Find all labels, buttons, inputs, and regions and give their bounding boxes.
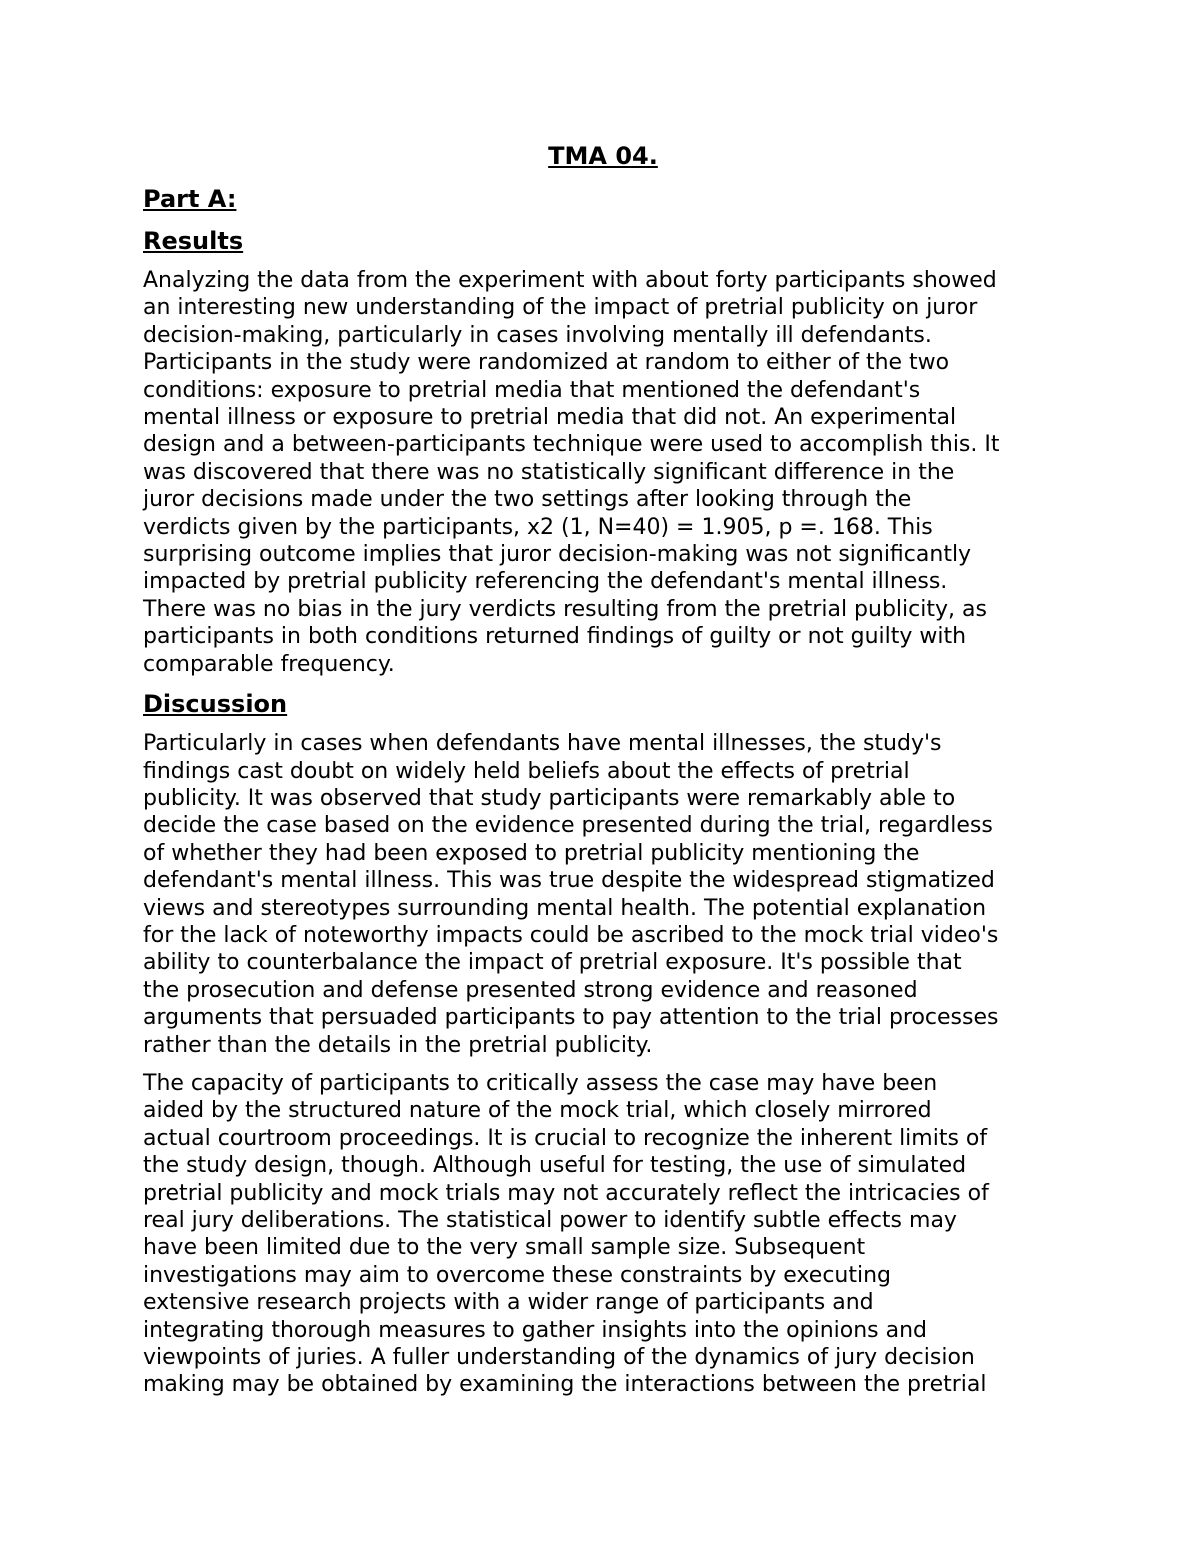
results-paragraph: [143, 267, 1063, 678]
text-line: ability to counterbalance the impact of pretrial exposure. It's possible that: [143, 950, 962, 976]
text-line: design and a between-participants technique were used to accomplish this. It: [143, 432, 1000, 458]
text-line: findings cast doubt on widely held beliefs about the effects of pretrial: [143, 758, 910, 784]
text-line: was discovered that there was no statistically significant difference in the: [143, 459, 955, 485]
text-line: Participants in the study were randomized at random to either of the two: [143, 350, 950, 376]
text-line: actual courtroom proceedings. It is crucial to recognize the inherent limits of: [143, 1125, 988, 1151]
text-line: There was no bias in the jury verdicts resulting from the pretrial publicity, as: [143, 596, 987, 622]
text-line: impacted by pretrial publicity referencing the defendant's mental illness.: [143, 569, 948, 595]
text-line: have been limited due to the very small sample size. Subsequent: [143, 1235, 866, 1261]
text-line: for the lack of noteworthy impacts could be ascribed to the mock trial video's: [143, 922, 999, 948]
results-heading: Results: [143, 227, 244, 255]
text-line: making may be obtained by examining the interactions between the pretrial: [143, 1372, 987, 1398]
text-line: participants in both conditions returned findings of guilty or not guilty with: [143, 624, 967, 650]
discussion-paragraph-2: [143, 1070, 1063, 1399]
text-line: surprising outcome implies that juror decision-making was not significantly: [143, 542, 972, 568]
text-line: publicity. It was observed that study participants were remarkably able to: [143, 785, 956, 811]
document-page: [143, 138, 1063, 1399]
text-line: Particularly in cases when defendants have mental illnesses, the study's: [143, 731, 942, 757]
text-line: viewpoints of juries. A fuller understanding of the dynamics of jury decision: [143, 1345, 975, 1371]
text-line: mental illness or exposure to pretrial media that did not. An experimental: [143, 405, 957, 431]
text-line: an interesting new understanding of the impact of pretrial publicity on juror: [143, 295, 978, 321]
text-line: integrating thorough measures to gather insights into the opinions and: [143, 1317, 928, 1343]
text-line: conditions: exposure to pretrial media that mentioned the defendant's: [143, 377, 921, 403]
text-line: extensive research projects with a wider range of participants and: [143, 1290, 874, 1316]
text-line: Analyzing the data from the experiment with about forty participants showed: [143, 268, 997, 293]
text-line: comparable frequency.: [143, 651, 395, 677]
text-line: pretrial publicity and mock trials may not accurately reflect the intricacies of: [143, 1180, 989, 1206]
part-a-heading: Part A:: [143, 185, 237, 213]
discussion-heading: Discussion: [143, 690, 288, 719]
text-line: aided by the structured nature of the mock trial, which closely mirrored: [143, 1098, 932, 1124]
text-line: decision-making, particularly in cases involving mentally ill defendants.: [143, 322, 932, 348]
text-line: real jury deliberations. The statistical power to identify subtle effects may: [143, 1208, 957, 1233]
document-title: TMA 04.: [548, 142, 658, 170]
text-line: verdicts given by the participants, x2 (1, N=40) = 1.905, p =. 168. This: [143, 514, 933, 540]
text-line: defendant's mental illness. This was true despite the widespread stigmatized: [143, 868, 995, 894]
text-line: of whether they had been exposed to pretrial publicity mentioning the: [143, 840, 920, 866]
text-line: rather than the details in the pretrial publicity.: [143, 1032, 653, 1058]
text-line: decide the case based on the evidence presented during the trial, regardless: [143, 813, 993, 839]
text-line: views and stereotypes surrounding mental health. The potential explanation: [143, 895, 987, 921]
text-line: the study design, though. Although useful for testing, the use of simulated: [143, 1153, 967, 1179]
text-line: The capacity of participants to critically assess the case may have been: [143, 1070, 938, 1096]
text-line: the prosecution and defense presented strong evidence and reasoned: [143, 977, 918, 1003]
text-line: investigations may aim to overcome these constraints by executing: [143, 1262, 891, 1288]
text-line: arguments that persuaded participants to pay attention to the trial processes: [143, 1005, 999, 1031]
text-line: juror decisions made under the two settings after looking through the: [143, 487, 912, 513]
discussion-paragraph-1: [143, 730, 1063, 1059]
